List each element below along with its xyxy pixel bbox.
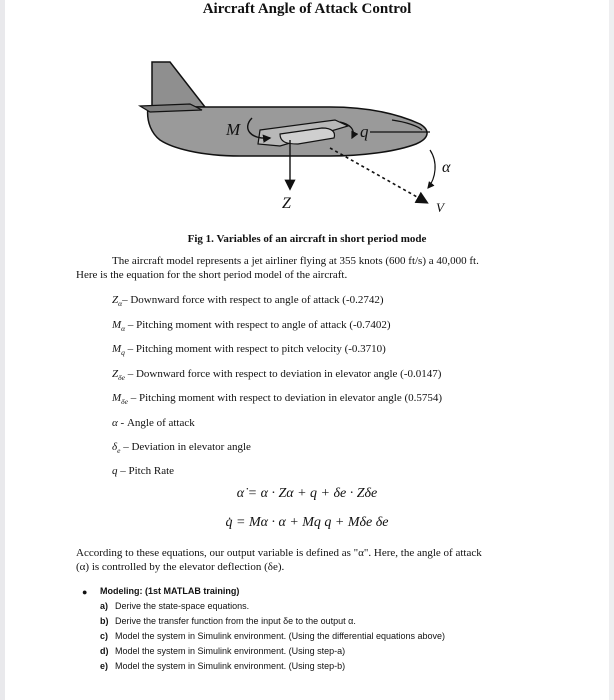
equation-alpha-dot: α̇ = α · Zα + q + δe · Zδe xyxy=(236,486,378,501)
aircraft-tail-fin xyxy=(152,62,205,107)
task-item: a) Derive the state-space equations. xyxy=(100,601,250,611)
alpha-arc xyxy=(428,150,435,188)
intro-paragraph xyxy=(76,254,546,282)
definition-item: α - Angle of attack xyxy=(112,417,195,429)
aircraft-stabilizer xyxy=(140,104,202,112)
definition-item: $\delta_e$ – Deviation in elevator angle xyxy=(112,441,251,456)
definition-item: $Z_{\delta e}$ – Downward force with respect to deviation in elevator angle (-0.0147) xyxy=(112,368,442,383)
definition-item: $M_{\delta e}$ – Pitching moment with respect to deviation in elevator angle (0.5754) xyxy=(112,392,443,407)
intro-line-2: Here is the equation for the short period model of the aircraft. xyxy=(76,269,348,281)
definition-item: $M_q$ – Pitching moment with respect to pitch velocity (-0.3710) xyxy=(112,343,386,358)
intro-line-1: The aircraft model represents a jet airliner flying at 355 knots (600 ft/s) a 40,000 ft. xyxy=(112,255,479,267)
page-title: Aircraft Angle of Attack Control xyxy=(202,1,412,17)
task-item: d) Model the system in Simulink environment. (Using step-a) xyxy=(100,646,346,656)
label-m: M xyxy=(226,120,241,139)
equation-q-dot: q̇ = Mα · α + Mq q + Mδe δe xyxy=(225,515,389,530)
output-paragraph xyxy=(76,546,546,574)
task-item: e) Model the system in Simulink environment. (Using step-b) xyxy=(100,661,346,671)
definition-item: q – Pitch Rate xyxy=(112,465,175,477)
aircraft-figure xyxy=(130,52,470,222)
label-z: Z xyxy=(282,195,291,212)
task-item: b) Derive the transfer function from the input δe to the output α. xyxy=(100,616,356,626)
label-v: V xyxy=(436,200,444,215)
task-item: c) Model the system in Simulink environment. (Using the differential equations above) xyxy=(100,631,446,641)
label-alpha: α xyxy=(442,159,451,176)
output-line-2: (α) is controlled by the elevator deflection (δe). xyxy=(76,561,285,573)
bullet-icon: ● xyxy=(82,587,88,597)
label-q: q xyxy=(360,122,369,141)
output-line-1: According to these equations, our output variable is defined as "α". Here, the angle of attack xyxy=(76,547,482,559)
figure-caption: Fig 1. Variables of an aircraft in short period mode xyxy=(187,233,427,245)
definition-item: $Z_\alpha-$ Downward force with respect to angle of attack (-0.2742) xyxy=(112,294,384,309)
definition-item: $M_\alpha$ – Pitching moment with respect to angle of attack (-0.7402) xyxy=(112,319,391,334)
task-heading: Modeling: (1st MATLAB training) xyxy=(100,586,240,596)
